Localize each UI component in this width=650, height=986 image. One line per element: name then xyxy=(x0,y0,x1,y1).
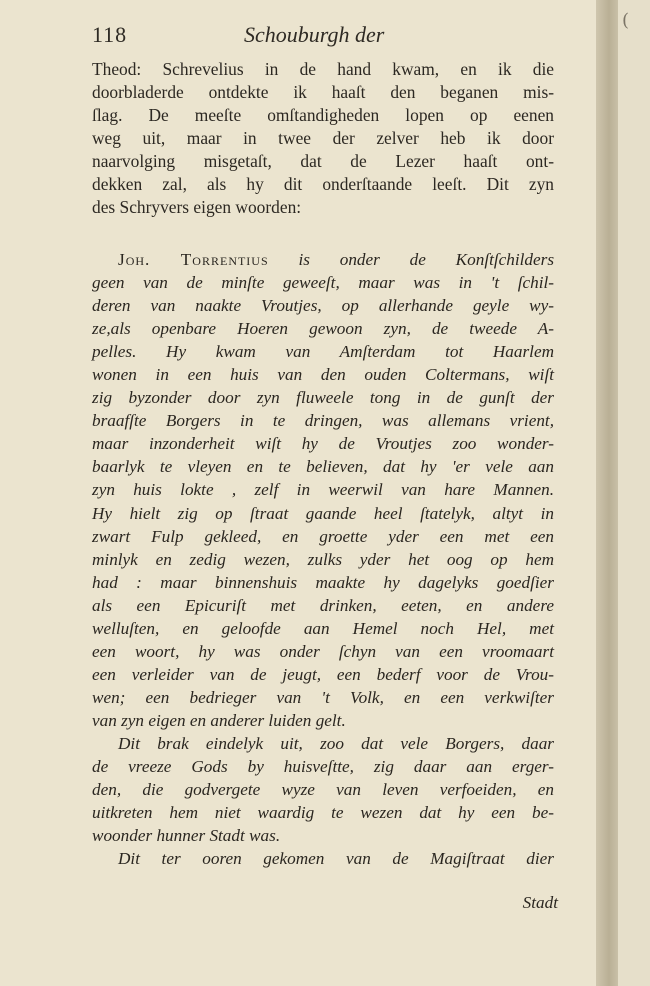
quote-line: een verleider van de jeugt, een bederf voor de Vrou- xyxy=(92,664,554,684)
quote-line: baarlyk te vleyen en te believen, dat hy 'er vele aan xyxy=(92,457,554,477)
intro-line: doorbladerde ontdekte ik haaſt den beganen mis- xyxy=(92,82,554,102)
catchword: Stadt xyxy=(522,893,558,912)
quote-para2-line: uitkreten hem niet waardig te wezen dat hy een be- xyxy=(92,803,554,823)
running-title: Schouburgh der xyxy=(244,22,385,47)
quote-line: had : maar binnenshuis maakte hy dagelyks goedſier xyxy=(92,572,554,592)
quote-line: wonen in een huis van den ouden Coltermans, wiſt xyxy=(92,365,554,385)
quote-line: wen; een bedrieger van 't Volk, en een verkwiſter xyxy=(92,687,554,707)
quote-line: geen van de minſte geweeſt, maar was in 't ſchil- xyxy=(92,273,554,293)
quote-line: zwart Fulp gekleed, en groette yder een met een xyxy=(92,526,554,546)
intro-paragraph xyxy=(92,58,554,219)
quote-line: pelles. Hy kwam van Amſterdam tot Haarlem xyxy=(92,342,554,362)
quote-line: minlyk en zedig wezen, zulks yder het oog op hem xyxy=(92,549,554,569)
quote-line: zig byzonder door zyn fluweele tong in de gunſt der xyxy=(92,388,554,408)
quote-line: als een Epicuriſt met drinken, eeten, en andere xyxy=(92,595,554,615)
quote-para2-line: woonder hunner Stadt was. xyxy=(92,826,281,846)
quote-line: braafſte Borgers in te dringen, was allemans vrient, xyxy=(92,411,554,431)
facing-page-mark: ( xyxy=(622,10,630,31)
quote-line: zyn huis lokte , zelf in weerwil van hare Mannen. xyxy=(92,480,554,500)
quoted-passage xyxy=(92,248,554,870)
quote-para2-line: de vreeze Gods by huisveſtte, zig daar aan erger- xyxy=(92,757,554,777)
quote-para3-line: Dit ter ooren gekomen van de Magiſtraat dier xyxy=(118,849,554,869)
intro-line: ſlag. De meeſte omſtandigheden lopen op eenen xyxy=(92,105,554,125)
quote-line: maar inzonderheit wiſt hy de Vroutjes zoo wonder- xyxy=(92,434,554,454)
quote-line: ze,als openbare Hoeren gewoon zyn, de tweede A- xyxy=(92,319,554,339)
quote-line: welluſten, en geloofde aan Hemel noch Hel, met xyxy=(92,618,554,638)
intro-line: naarvolging misgetaſt, dat de Lezer haaſt ont- xyxy=(92,151,554,171)
quote-first-line-rest: is onder de Konſtſchilders xyxy=(298,250,555,269)
quote-para2-line: Dit brak eindelyk uit, zoo dat vele Borgers, daar xyxy=(118,733,554,753)
intro-line: Theod: Schrevelius in de hand kwam, en ik die xyxy=(92,59,554,79)
page-number: 118 xyxy=(92,22,128,47)
running-head xyxy=(92,22,548,52)
quote-line: een woort, hy was onder ſchyn van een vroomaart xyxy=(92,641,554,661)
quote-para2-line: den, die godvergete wyze van leven verfoeiden, en xyxy=(92,780,554,800)
quote-line: van zyn eigen en anderer luiden gelt. xyxy=(92,710,346,730)
intro-line: weg uit, maar in twee der zelver heb ik door xyxy=(92,128,554,148)
quote-first-line xyxy=(92,248,554,271)
page-gutter xyxy=(596,0,618,986)
facing-page-edge xyxy=(618,0,650,986)
quote-line: Hy hielt zig op ſtraat gaande heel ſtatelyk, altyt in xyxy=(92,503,554,523)
intro-line: des Schryvers eigen woorden: xyxy=(92,197,302,217)
quote-name: Joh. Torrentius xyxy=(118,250,269,269)
intro-line: dekken zal, als hy dit onderſtaande leeſt. Dit zyn xyxy=(92,174,554,194)
quote-line: deren van naakte Vroutjes, op allerhande geyle wy- xyxy=(92,296,554,316)
